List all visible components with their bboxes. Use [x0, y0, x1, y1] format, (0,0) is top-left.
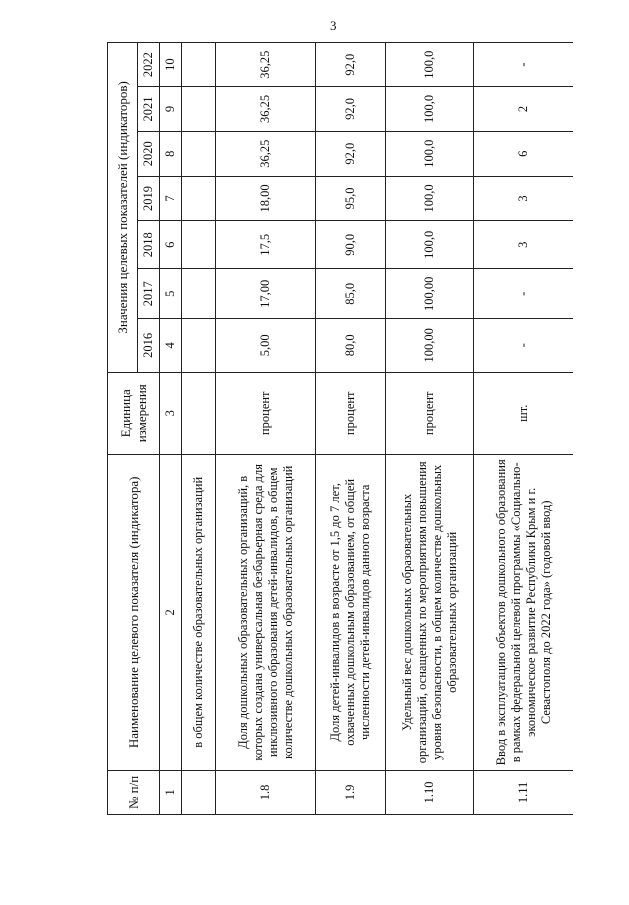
page-number: 3 [330, 18, 337, 33]
row-name: Ввод в эксплуатацию объектов дошкольного образования в рамках федеральной целевой программы «Социально-экономическое развитие Республики Крым и г. Севастополя до 2022 года» (годовой ввод) [474, 454, 574, 770]
row-value [182, 43, 216, 87]
row-unit [182, 372, 216, 454]
row-unit: процент [216, 372, 316, 454]
row-value: 100,0 [386, 221, 474, 269]
header-year: 2022 [138, 43, 160, 87]
row-value: 36,25 [216, 87, 316, 131]
header-year: 2021 [138, 87, 160, 131]
indicators-table [107, 42, 573, 815]
row-value: - [474, 43, 574, 87]
row-name: в общем количестве образовательных организаций [182, 454, 216, 770]
index-cell: 4 [160, 318, 182, 372]
row-value: 17,5 [216, 221, 316, 269]
index-cell: 5 [160, 269, 182, 318]
header-values-group: Значения целевых показателей (индикаторов) [108, 43, 138, 373]
table-row [216, 43, 316, 815]
rotated-table-area [107, 42, 573, 815]
index-cell: 7 [160, 176, 182, 220]
rotated-table-inner [107, 42, 573, 815]
row-value: 92,0 [316, 87, 386, 131]
row-value: 80,0 [316, 318, 386, 372]
index-cell: 10 [160, 43, 182, 87]
header-year: 2018 [138, 221, 160, 269]
row-value: 18,00 [216, 176, 316, 220]
index-cell: 3 [160, 372, 182, 454]
row-num: 1.9 [316, 770, 386, 814]
row-value: 3 [474, 221, 574, 269]
index-cell: 2 [160, 454, 182, 770]
row-unit: процент [386, 372, 474, 454]
header-name: Наименование целевого показателя (индикатора) [108, 454, 160, 770]
header-year: 2017 [138, 269, 160, 318]
row-value [182, 176, 216, 220]
row-value: - [474, 269, 574, 318]
row-unit: процент [316, 372, 386, 454]
row-value [182, 269, 216, 318]
row-value: 100,0 [386, 43, 474, 87]
row-value: 90,0 [316, 221, 386, 269]
index-cell: 8 [160, 131, 182, 176]
row-num: 1.10 [386, 770, 474, 814]
row-num: 1.8 [216, 770, 316, 814]
row-value: 3 [474, 176, 574, 220]
row-value: 100,00 [386, 269, 474, 318]
row-value: 6 [474, 131, 574, 176]
row-value: 36,25 [216, 131, 316, 176]
table-row [386, 43, 474, 815]
row-name: Удельный вес дошкольных образовательных организаций, оснащенных по мероприятиям повышения уровня безопасности, в общем количестве дошкольных образовательных организаций [386, 454, 474, 770]
table-row [474, 43, 574, 815]
row-value [182, 318, 216, 372]
row-value: 95,0 [316, 176, 386, 220]
row-value: 5,00 [216, 318, 316, 372]
row-name: Доля детей-инвалидов в возрасте от 1,5 до 7 лет, охваченных дошкольным образованием, от общей численности детей-инвалидов данного возраста [316, 454, 386, 770]
row-value: 100,0 [386, 131, 474, 176]
header-num: № п/п [108, 770, 160, 814]
column-index-row [160, 43, 182, 815]
row-value [182, 131, 216, 176]
table-row [316, 43, 386, 815]
row-value: - [474, 318, 574, 372]
header-year: 2019 [138, 176, 160, 220]
index-cell: 9 [160, 87, 182, 131]
index-cell: 1 [160, 770, 182, 814]
row-value: 92,0 [316, 43, 386, 87]
row-value: 92,0 [316, 131, 386, 176]
row-unit: шт. [474, 372, 574, 454]
row-value [182, 87, 216, 131]
row-num: 1.11 [474, 770, 574, 814]
header-unit: Единица измерения [108, 372, 160, 454]
row-value: 100,0 [386, 176, 474, 220]
row-value: 100,0 [386, 87, 474, 131]
row-value: 85,0 [316, 269, 386, 318]
row-value: 100,00 [386, 318, 474, 372]
row-value: 2 [474, 87, 574, 131]
header-year: 2020 [138, 131, 160, 176]
index-cell: 6 [160, 221, 182, 269]
header-row-1 [108, 43, 138, 815]
header-year: 2016 [138, 318, 160, 372]
row-name: Доля дошкольных образовательных организаций, в которых создана универсальная безбарьерная среда для инклюзивного образования детей-инвалидов, в общем количестве дошкольных образовательных организаций [216, 454, 316, 770]
row-value: 36,25 [216, 43, 316, 87]
table-row [182, 43, 216, 815]
row-value: 17,00 [216, 269, 316, 318]
row-value [182, 221, 216, 269]
row-num [182, 770, 216, 814]
